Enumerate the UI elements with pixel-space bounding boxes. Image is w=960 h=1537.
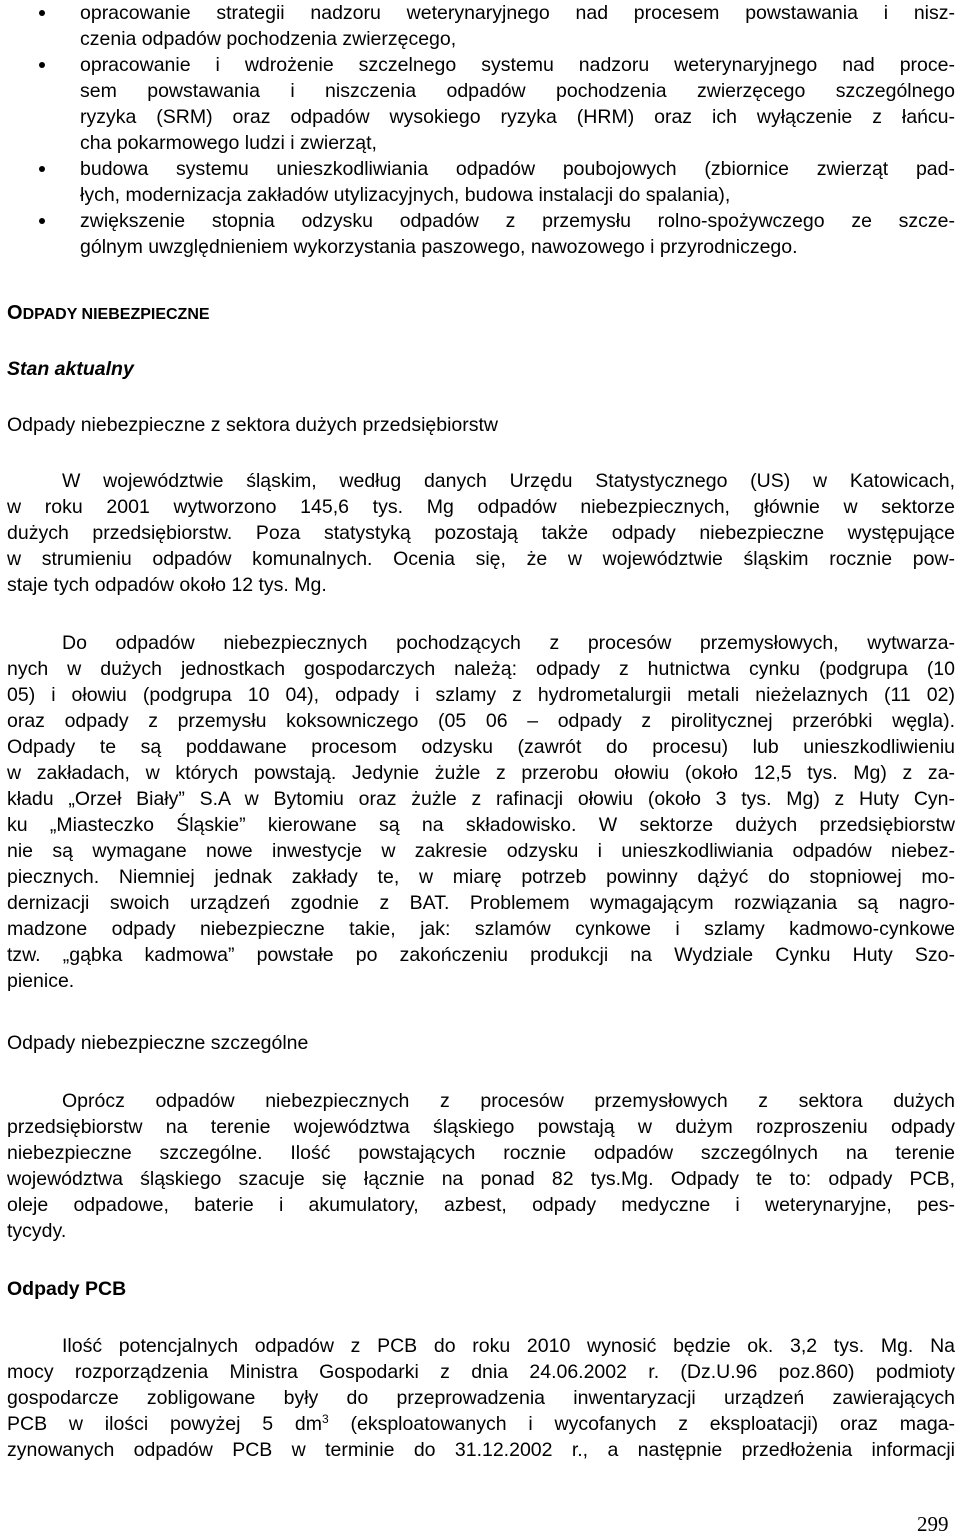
paragraph-line: przedsiębiorstw na terenie województwa śląskiego powstają w dużym rozproszeniu odpady [7,1116,955,1138]
paragraph-line: nie są wymagane nowe inwestycje w zakresie odzysku i unieszkodliwiania odpadów niebez- [7,840,955,862]
paragraph-line: ku „Miasteczko Śląskie” kierowane są na składowisko. W sektorze dużych przedsiębiorstw [7,814,955,836]
status-heading: Stan aktualny [7,358,134,380]
pcb-heading: Odpady PCB [7,1278,127,1300]
paragraph-line: dernizacji swoich urządzeń zgodnie z BAT. Problemem wymagającym rozwiązania są nagro- [7,892,955,914]
paragraph-line: pienice. [7,970,75,992]
bullet-2-line-4: cha pokarmowego ludzi i zwierząt, [80,132,377,154]
paragraph-line: Do odpadów niebezpiecznych pochodzących z procesów przemysłowych, wytwarza- [62,632,955,654]
bullet-2-line-1: opracowanie i wdrożenie szczelnego systemu nadzoru weterynaryjnego nad proce- [80,54,955,76]
paragraph-line: dużych przedsiębiorstw. Poza statystyką pozostają także odpady niebezpieczne występujące [7,522,955,544]
paragraph-line: 05) i ołowiu (podgrupa 10 04), odpady i szlamy z hydrometalurgii metali nieżelaznych (11 02) [7,684,955,706]
paragraph-line: zynowanych odpadów PCB w terminie do 31.12.2002 r., a następnie przedłożenia informacji [7,1439,955,1461]
paragraph-line: województwa śląskiego szacuje się łącznie na ponad 82 tys.Mg. Odpady te to: odpady PCB, [7,1168,955,1190]
paragraph-line: niebezpieczne szczególne. Ilość powstających rocznie odpadów szczególnych na terenie [7,1142,955,1164]
paragraph-line: mocy rozporządzenia Ministra Gospodarki z dnia 24.06.2002 r. (Dz.U.96 poz.860) podmioty [7,1361,955,1383]
bullet-1-line-1: opracowanie strategii nadzoru weterynaryjnego nad procesem powstawania i nisz- [80,2,955,24]
paragraph-line: tycydy. [7,1220,67,1242]
page-number: 299 [917,1512,949,1536]
paragraph-line: W województwie śląskim, według danych Urzędu Statystycznego (US) w Katowicach, [62,470,955,492]
paragraph-line: gospodarcze zobligowane były do przeprowadzenia inwentaryzacji urządzeń zawierających [7,1387,955,1409]
paragraph-line: nych w dużych jednostkach gospodarczych należą: odpady z hutnictwa cynku (podgrupa (10 [7,658,955,680]
subheading-special-waste: Odpady niebezpieczne szczególne [7,1032,309,1054]
section-heading-rest: DPADY NIEBEZPIECZNE [22,306,210,323]
paragraph-line: w zakładach, w których powstają. Jedynie żużle z przerobu ołowiu (około 12,5 tys. Mg) z za- [7,762,955,784]
bullet-icon [39,218,45,224]
text-segment: (eksploatowanych i wycofanych z eksploatacji) oraz maga- [328,1413,956,1435]
paragraph-line: kładu „Orzeł Biały” S.A w Bytomiu oraz żużle z rafinacji ołowiu (około 3 tys. Mg) z Huty Cyn- [7,788,955,810]
paragraph-line: piecznych. Niemniej jednak zakłady te, w miarę potrzeb powinny dążyć do stopniowej mo- [7,866,955,888]
text-segment: PCB w ilości powyżej 5 dm [7,1413,322,1435]
bullet-3-line-2: łych, modernizacja zakładów utylizacyjnych, budowa instalacji do spalania), [80,184,731,206]
section-heading-initial: O [7,302,23,324]
paragraph-line: w roku 2001 wytworzono 145,6 tys. Mg odpadów niebezpiecznych, głównie w sektorze [7,496,955,518]
bullet-4-line-2: gólnym uwzględnieniem wykorzystania paszowego, nawozowego i przyrodniczego. [80,236,798,258]
paragraph-line: oraz odpady z przemysłu koksowniczego (05 06 – odpady z pirolitycznej przeróbki węgla). [7,710,955,732]
paragraph-line: Odpady te są poddawane procesom odzysku (zawrót do procesu) lub unieszkodliwieniu [7,736,955,758]
bullet-1-line-2: czenia odpadów pochodzenia zwierzęcego, [80,28,457,50]
superscript: 3 [321,1412,329,1426]
paragraph-line: oleje odpadowe, baterie i akumulatory, azbest, odpady medyczne i weterynaryjne, pes- [7,1194,955,1216]
bullet-icon [39,10,45,16]
bullet-2-line-2: sem powstawania i niszczenia odpadów pochodzenia zwierzęcego szczególnego [80,80,955,102]
bullet-3-line-1: budowa systemu unieszkodliwiania odpadów poubojowych (zbiornice zwierząt pad- [80,158,955,180]
bullet-icon [39,62,45,68]
paragraph-line: tzw. „gąbka kadmowa” powstałe po zakończeniu produkcji na Wydziale Cynku Huty Szo- [7,944,955,966]
paragraph-line: madzone odpady niebezpieczne takie, jak: szlamów cynkowe i szlamy kadmowo-cynkowe [7,918,955,940]
bullet-icon [39,166,45,172]
paragraph-line-with-superscript [7,1411,955,1437]
section-heading [7,300,210,326]
paragraph-line: w strumieniu odpadów komunalnych. Ocenia się, że w województwie śląskim rocznie pow- [7,548,955,570]
bullet-4-line-1: zwiększenie stopnia odzysku odpadów z przemysłu rolno-spożywczego ze szcze- [80,210,955,232]
paragraph-line: Oprócz odpadów niebezpiecznych z procesów przemysłowych z sektora dużych [62,1090,955,1112]
paragraph-line: staje tych odpadów około 12 tys. Mg. [7,574,327,596]
bullet-2-line-3: ryzyka (SRM) oraz odpadów wysokiego ryzyka (HRM) oraz ich wyłączenie z łańcu- [80,106,955,128]
subheading-large-enterprises: Odpady niebezpieczne z sektora dużych przedsiębiorstw [7,414,499,436]
paragraph-line: Ilość potencjalnych odpadów z PCB do roku 2010 wynosić będzie ok. 3,2 tys. Mg. Na [62,1335,955,1357]
